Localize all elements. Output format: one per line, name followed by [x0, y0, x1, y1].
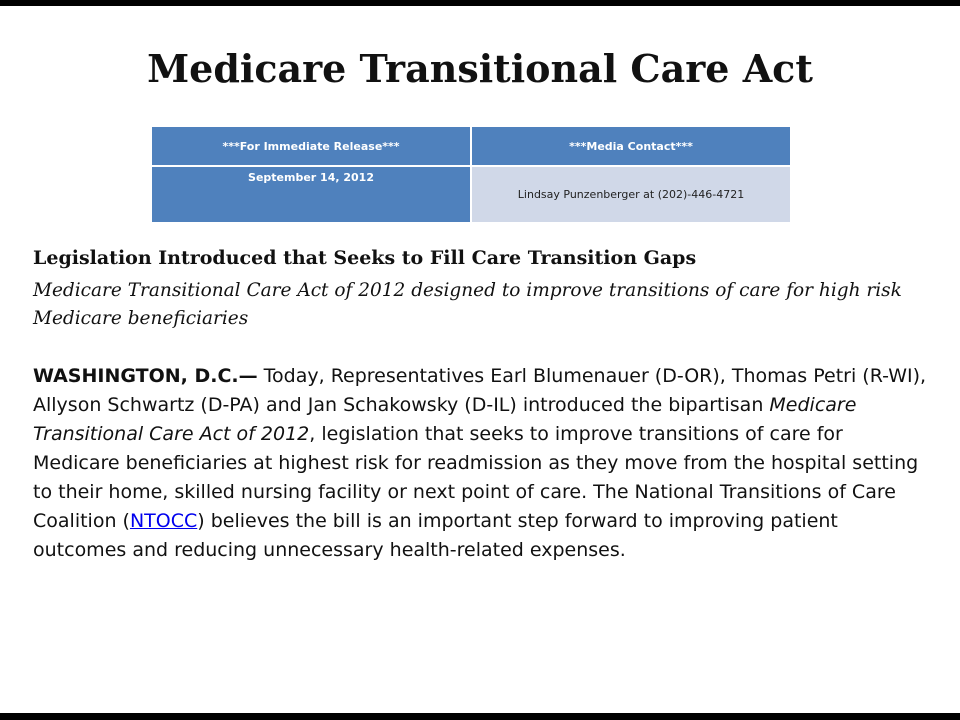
press-headline: Legislation Introduced that Seeks to Fill Care Transition Gaps	[33, 247, 697, 269]
contact-header-cell: ***Media Contact***	[471, 127, 790, 166]
body-text-part-3: ) believes the bill is an important step forward to improving patient outcomes and reducing unnecessary health-related expenses.	[33, 510, 838, 561]
press-subheadline: Medicare Transitional Care Act of 2012 designed to improve transitions of care for high risk Medicare beneficiaries	[33, 280, 902, 329]
body-text-part-2: , legislation that seeks to improve transitions of care for Medicare beneficiaries at highest risk for readmission as they move from the hospital setting to their home, skilled nursing facility or next point of care. The National Transitions of Care Coalition (	[33, 423, 919, 532]
release-date-cell: September 14, 2012	[152, 166, 471, 222]
ntocc-link[interactable]: NTOCC	[129, 510, 198, 532]
dateline: WASHINGTON, D.C.—	[33, 365, 258, 387]
release-info-table	[152, 127, 790, 222]
top-border-bar	[0, 0, 960, 6]
act-name: Medicare Transitional Care Act of 2012	[33, 394, 857, 445]
table-header-row	[152, 127, 790, 166]
release-header-cell: ***For Immediate Release***	[152, 127, 471, 166]
body-text-part-1: Today, Representatives Earl Blumenauer (D-OR), Thomas Petri (R-WI), Allyson Schwartz (D-PA) and Jan Schakowsky (D-IL) introduced the bipartisan	[33, 365, 927, 416]
table-row	[152, 166, 790, 222]
bottom-border-bar	[0, 713, 960, 720]
page-title: Medicare Transitional Care Act	[147, 46, 813, 91]
media-contact-cell: Lindsay Punzenberger at (202)-446-4721	[471, 166, 790, 222]
press-body-paragraph	[33, 362, 933, 565]
